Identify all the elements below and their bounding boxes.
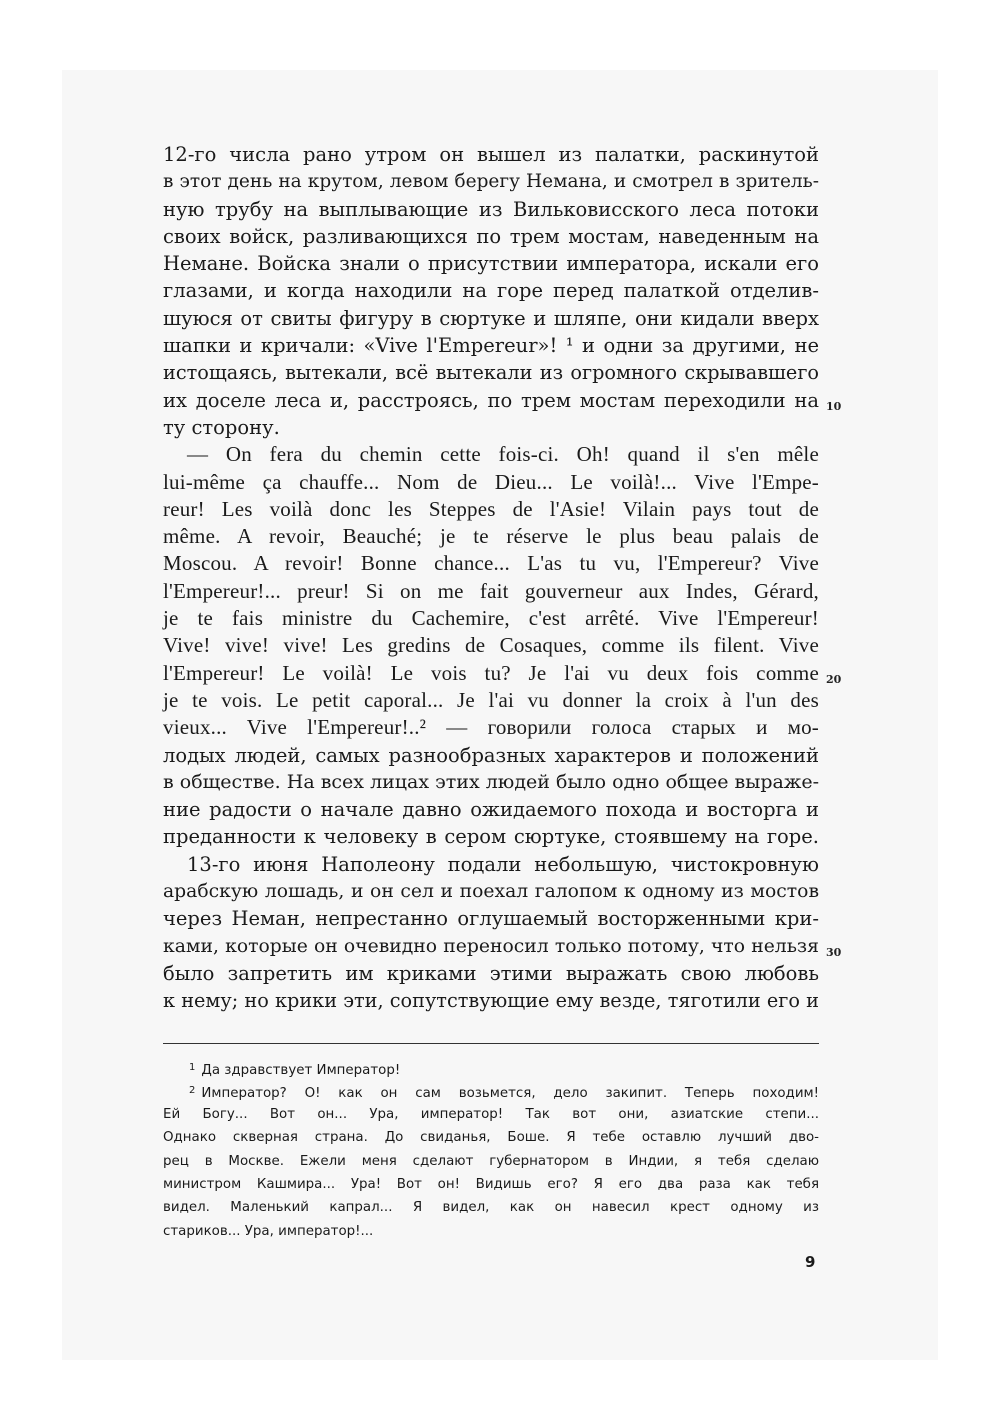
footnote-line: рец в Москве. Ежели меня сделают губернатором в Индии, я тебя сделаю [163,1153,819,1169]
line-number-20: 20 [826,673,842,686]
text-line: vieux... Vive l'Empereur!..² — говорили голоса старых и мо- [163,715,819,740]
text-line: лодых людей, самых разнообразных характеров и положений [163,743,819,767]
text-line: глазами, и когда находили на горе перед палаткой отделив- [163,279,819,303]
text-line: в этот день на крутом, левом берегу Немана, и смотрел в зритель- [163,171,819,193]
text-line: Moscou. A revoir! Bonne chance... L'as tu vu, l'Empereur? Vive [163,551,819,576]
text-line: ную трубу на выплывающие из Вильковисского леса потоки [163,197,819,221]
footnote-text: Да здравствует Император! [201,1063,401,1078]
footnote-2 [163,1079,819,1102]
text-line: истощаясь, вытекали, всё вытекали из огромного скрывавшего [163,361,819,385]
text-line: — On fera du chemin cette fois-ci. Oh! quand il s'en mêle [187,442,819,467]
text-line: через Неман, непрестанно оглушаемый восторженными кри- [163,907,819,931]
text-line: их доселе леса и, расстроясь, по трем мостам переходили на [163,388,819,412]
text-line: reur! Les voilà donc les Steppes de l'Asie! Vilain pays tout de [163,496,819,521]
line-number-10: 10 [826,400,842,413]
text-line: шапки и кричали: «Vive l'Empereur»! ¹ и одни за другими, не [163,334,819,358]
line-number-30: 30 [826,946,842,959]
text-line: lui-même ça chauffe... Nom de Dieu... Le voilà!... Vive l'Empe- [163,469,819,494]
text-line: шуюся от свиты фигуру в сюртуке и шляпе, они кидали вверх [163,306,819,330]
footnote-line: министром Кашмира... Ура! Вот он! Видишь его? Я его два раза как тебя [163,1176,819,1192]
footnotes [163,1056,819,1243]
footnote-line: Ей Богу... Вот он... Ура, император! Так вот они, азиатские степи... [163,1106,819,1122]
text-line: 13-го июня Наполеону подали небольшую, чистокровную [187,852,819,876]
footnote-1 [163,1056,819,1079]
text-line: ту сторону. [163,415,280,439]
text-line: même. A revoir, Beauché; je te réserve le plus beau palais de [163,524,819,549]
text-line: Немане. Войска знали о присутствии императора, искали его [163,252,819,276]
text-line: l'Empereur!... preur! Si on me fait gouverneur aux Indes, Gérard, [163,578,819,603]
text-line: было запретить им криками этими выражать свою любовь [163,961,819,985]
main-text [163,141,819,1015]
footnote-line: Однако скверная страна. До свиданья, Боше. Я тебе оставлю лучший дво- [163,1130,819,1146]
text-line: ние радости о начале давно ожидаемого похода и восторга и [163,798,819,822]
text-line: l'Empereur! Le voilà! Le vois tu? Je l'ai vu deux fois comme [163,660,819,685]
footnote-marker: 1 [189,1062,196,1073]
text-line: je te fais ministre du Cachemire, c'est arrêté. Vive l'Empereur! [163,606,819,631]
text-line: в обществе. На всех лицах этих людей было одно общее выраже- [163,770,819,793]
footnote-text: Император? О! как он сам возьмется, дело закипит. Теперь походим! [201,1086,819,1102]
footnote-line: видел. Маленький капрал... Я видел, как он навесил крест одному из [163,1200,819,1216]
text-line: Vive! vive! vive! Les gredins de Cosaques, comme ils filent. Vive [163,633,819,658]
text-line: 12-го числа рано утром он вышел из палатки, раскинутой [163,143,819,166]
text-line: своих войск, разливающихся по трем мостам, наведенным на [163,224,819,248]
text-line: арабскую лошадь, и он сел и поехал галопом к одному из мостов [163,881,819,903]
text-line: je te vois. Le petit caporal... Je l'ai vu donner la croix à l'un des [163,687,819,712]
text-line: преданности к человеку в сером сюртуке, стоявшему на горе. [163,825,819,849]
footnote-line: стариков... Ура, император!... [163,1223,374,1239]
text-line: к нему; но крики эти, сопутствующие ему везде, тяготили его и [163,989,819,1013]
text-line: ками, которые он очевидно переносил только потому, что нельзя [163,935,819,957]
page-number: 9 [805,1253,816,1271]
footnote-marker: 2 [189,1085,196,1097]
footnote-rule [163,1043,819,1044]
